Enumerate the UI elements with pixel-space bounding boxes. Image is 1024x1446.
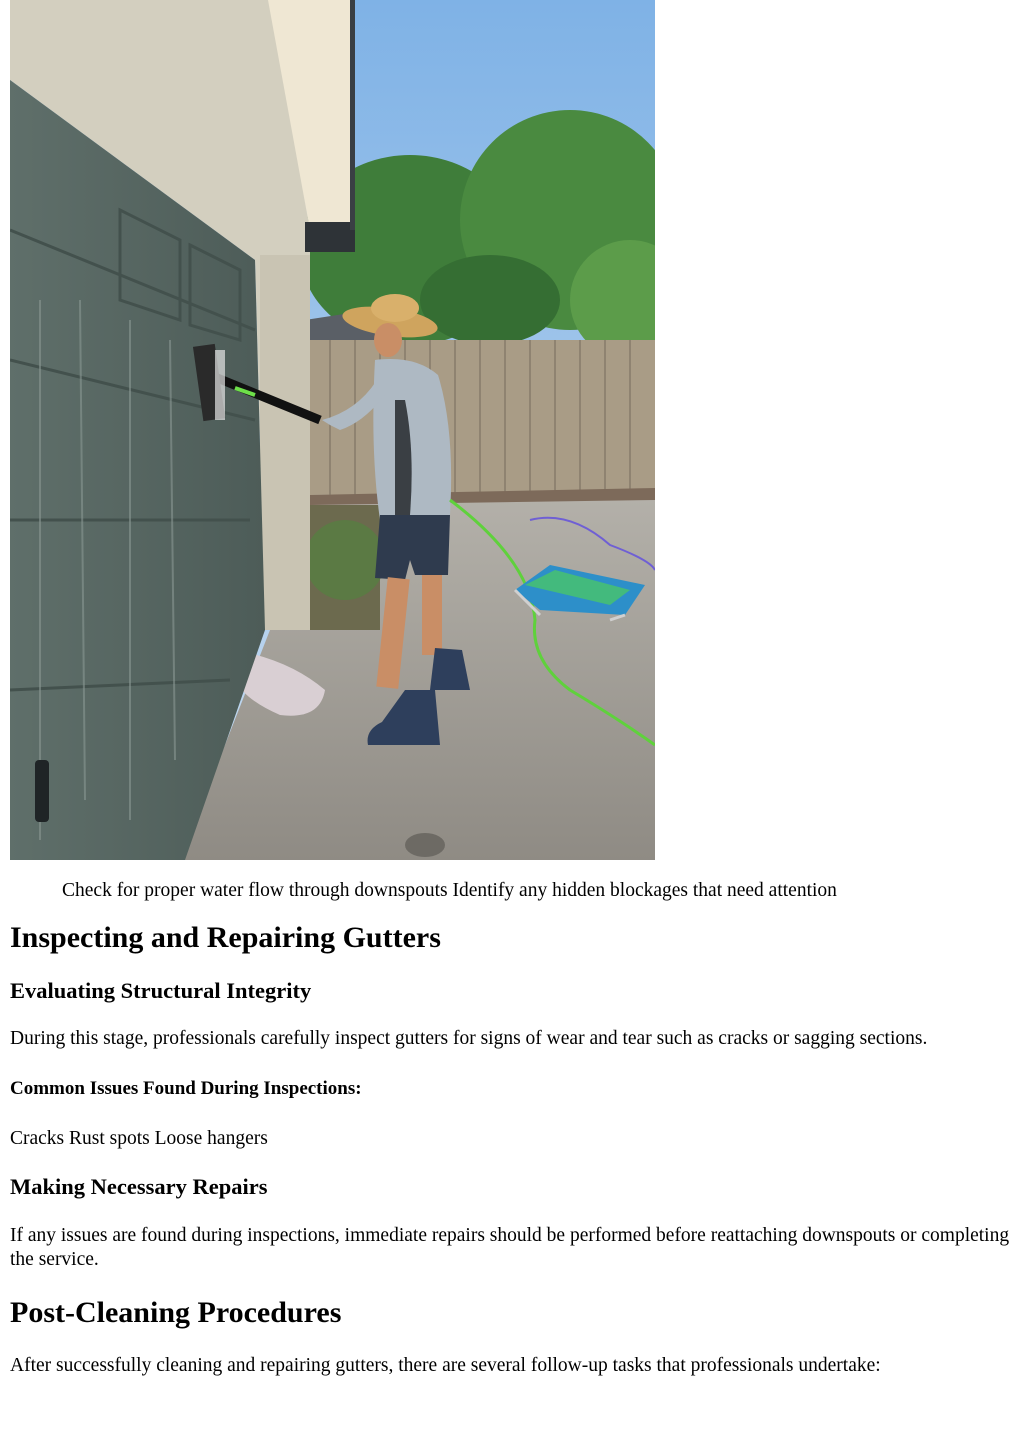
section-heading-inspecting-repairing: Inspecting and Repairing Gutters <box>10 921 441 954</box>
garage-cleaning-photo <box>10 0 655 860</box>
subheading-common-issues: Common Issues Found During Inspections: <box>10 1078 362 1099</box>
image-caption: Check for proper water flow through downspouts Identify any hidden blockages that need attention <box>62 880 837 901</box>
paragraph-making-repairs: If any issues are found during inspections, immediate repairs should be performed before reattaching downspouts or completing the service. <box>10 1225 1010 1270</box>
document-page <box>10 0 1014 1378</box>
common-issues-list: Cracks Rust spots Loose hangers <box>10 1128 268 1149</box>
paragraph-post-cleaning: After successfully cleaning and repairing gutters, there are several follow-up tasks that professionals undertake: <box>10 1355 881 1376</box>
subheading-making-repairs: Making Necessary Repairs <box>10 1174 268 1199</box>
section-heading-post-cleaning: Post-Cleaning Procedures <box>10 1296 342 1329</box>
paragraph-structural-integrity: During this stage, professionals carefully inspect gutters for signs of wear and tear such as cracks or sagging sections. <box>10 1028 928 1049</box>
subheading-structural-integrity: Evaluating Structural Integrity <box>10 978 312 1003</box>
